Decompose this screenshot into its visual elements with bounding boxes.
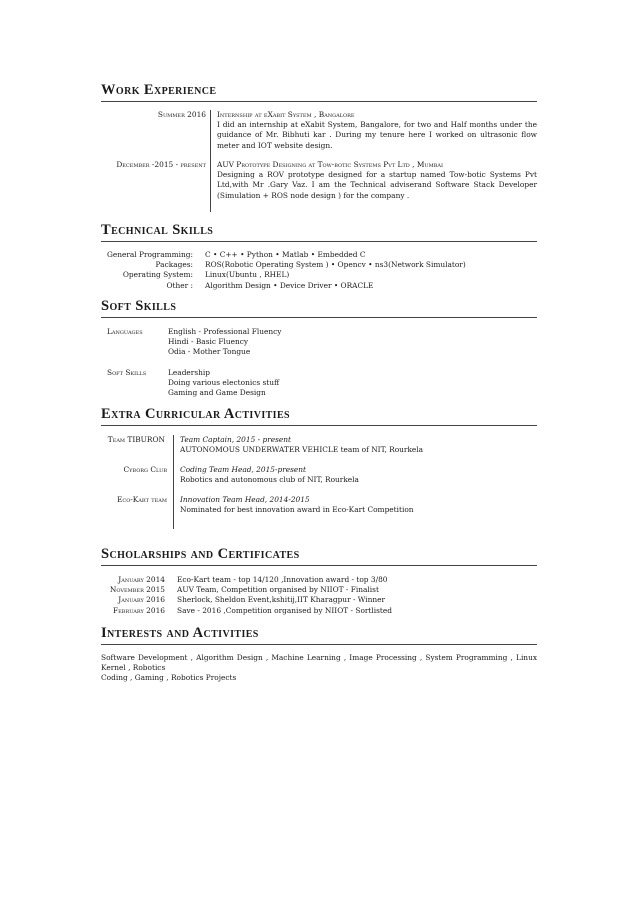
list-item: Doing various electonics stuff	[168, 377, 280, 387]
skill-label: Packages:	[155, 260, 193, 270]
extra-role: Team Captain, 2015 - present	[180, 435, 292, 444]
extra-desc: Nominated for best innovation award in Eco-Kart Competition	[180, 505, 414, 515]
soft-group	[101, 368, 537, 399]
extra-label: Cyborg Club	[123, 465, 167, 474]
list-item: Gaming and Game Design	[168, 388, 266, 398]
skill-label: Other :	[166, 280, 193, 290]
work-content-1	[217, 110, 537, 151]
skill-value: Algorithm Design • Device Driver • ORACLE	[205, 280, 374, 290]
scholar-row	[101, 606, 537, 616]
skill-value: ROS(Robotic Operating System ) • Opencv • ns3(Network Simulator)	[205, 260, 466, 270]
technical-body	[101, 250, 537, 291]
work-heading: AUV Prototype Designing at Tow-botic Systems Pvt Ltd , Mumbai	[217, 160, 443, 169]
extra-content	[180, 495, 414, 515]
scholar-date: January 2014	[118, 575, 165, 584]
skill-row	[101, 250, 537, 260]
scholar-text: Eco-Kart team - top 14/120 ,Innovation award - top 3/80	[177, 575, 388, 584]
scholar-text: Sherlock, Sheldon Event,kshitij,IIT Kharagpur - Winner	[177, 595, 386, 605]
soft-body	[101, 327, 537, 398]
skill-value: Linux(Ubuntu , RHEL)	[205, 270, 290, 280]
interests-body	[101, 653, 537, 684]
extra-label: Eco-Kart team	[116, 495, 167, 504]
work-body	[101, 110, 537, 212]
extra-content	[180, 435, 423, 455]
work-date: Summer 2016	[157, 110, 206, 119]
extra-section	[101, 406, 537, 426]
list-item: Leadership	[168, 367, 210, 377]
extra-role: Coding Team Head, 2015-present	[180, 465, 307, 474]
scholar-body	[101, 575, 537, 616]
soft-group-label: Languages	[107, 327, 143, 336]
work-description: I did an internship at eXabit System, Bangalore, for two and Half months under the guidance of Mr. Bibhuti kar . During my tenure here I worked on ultrasonic flow meter and IOT website design.	[217, 120, 537, 150]
skill-row	[101, 270, 537, 280]
technical-section	[101, 222, 537, 242]
scholar-date: February 2016	[113, 605, 165, 615]
extra-divider	[173, 435, 174, 529]
scholar-row	[101, 595, 537, 605]
skill-label: Operating System:	[122, 270, 193, 280]
scholar-date: November 2015	[109, 585, 165, 595]
extra-body	[101, 435, 537, 529]
technical-title: Technical Skills	[101, 222, 537, 242]
list-item: Hindi - Basic Fluency	[168, 337, 249, 347]
extra-label: Team TIBURON	[107, 435, 165, 444]
skill-row	[101, 281, 537, 291]
work-date: December -2015 - present	[116, 160, 206, 169]
work-item-1	[101, 110, 206, 120]
work-content-2	[217, 160, 537, 201]
work-title: Work Experience	[101, 82, 537, 102]
interests-section	[101, 625, 537, 645]
extra-desc: AUTONOMOUS UNDERWATER VEHICLE team of NIT, Rourkela	[180, 445, 424, 455]
scholar-date: January 2016	[118, 595, 165, 605]
scholar-row	[101, 575, 537, 585]
extra-content	[180, 465, 359, 485]
extra-desc: Robotics and autonomous club of NIT, Rourkela	[180, 475, 359, 485]
work-heading: Internship at eXabit System , Bangalore	[217, 110, 355, 119]
scholar-section	[101, 546, 537, 566]
soft-title: Soft Skills	[101, 298, 537, 318]
extra-role: Innovation Team Head, 2014-2015	[180, 495, 310, 504]
work-item-2	[95, 160, 206, 170]
list-item: Odia - Mother Tongue	[168, 347, 251, 357]
soft-group	[101, 327, 537, 358]
scholar-title: Scholarships and Certificates	[101, 546, 537, 566]
work-description: Designing a ROV prototype designed for a startup named Tow-botic Systems Pvt Ltd,with Mr .Gary Vaz. I am the Technical adviserand Software Stack Developer (Simulation + ROS node design ) for the company .	[217, 170, 537, 200]
scholar-text: Save - 2016 ,Competition organised by NIIOT - Sortlisted	[177, 605, 393, 615]
interests-line: Coding , Gaming , Robotics Projects	[101, 673, 237, 683]
extra-title: Extra Curricular Activities	[101, 406, 537, 426]
work-section	[101, 82, 537, 102]
soft-group-lines	[168, 327, 281, 358]
interests-line: Software Development , Algorithm Design , Machine Learning , Image Processing , System Programming , Linux Kernel , Robotics	[101, 653, 537, 673]
scholar-row	[101, 585, 537, 595]
scholar-text: AUV Team, Competition organised by NIIOT - Finalist	[177, 585, 379, 595]
work-divider	[210, 110, 211, 212]
soft-group-label: Soft Skills	[107, 367, 147, 377]
skill-label: General Programming:	[106, 250, 193, 259]
list-item: English - Professional Fluency	[168, 327, 282, 336]
skill-value: C • C++ • Python • Matlab • Embedded C	[205, 250, 366, 259]
soft-group-lines	[168, 368, 279, 399]
soft-section	[101, 298, 537, 318]
interests-title: Interests and Activities	[101, 625, 537, 645]
skill-row	[101, 260, 537, 270]
